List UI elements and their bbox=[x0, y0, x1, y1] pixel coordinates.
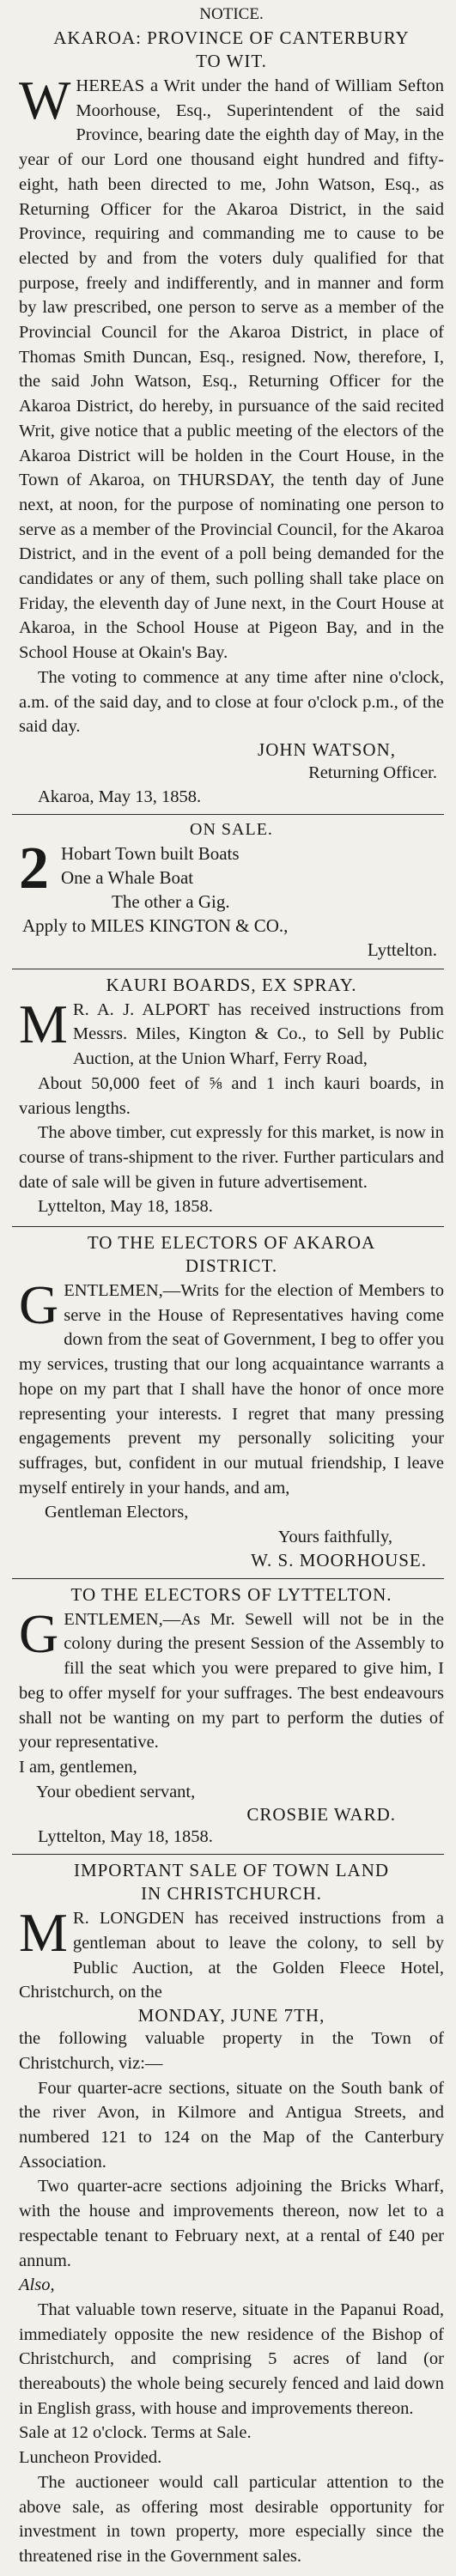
sale-heading: ON SALE. bbox=[190, 819, 273, 839]
akaroa-electors-body-text: ENTLEMEN,—Writs for the election of Members to serve in the House of Representatives having come down from the seat of Government, I beg to offer you my services, trusting that our long acquaintance warrants a hope on my part that I shall have the honor of once more representing your interests. I regret that many pressing engagements prevent my personally soliciting your suffrages, but, confident in our mutual friendship, I leave myself entirely in your hands, and am, bbox=[19, 1281, 444, 1498]
divider bbox=[12, 1226, 444, 1227]
sale-place: Lyttelton. bbox=[367, 939, 437, 960]
lyttelton-electors-signer: CROSBIE WARD. bbox=[246, 1804, 396, 1826]
town-land-sale-ad bbox=[19, 1860, 444, 2568]
akaroa-electors-ad bbox=[19, 1232, 444, 1571]
kauri-body bbox=[19, 993, 444, 1072]
notice-signer: JOHN WATSON, bbox=[258, 738, 396, 760]
akaroa-writ-notice bbox=[19, 5, 444, 807]
sale-line-4: Apply to MILES KINGTON & CO., bbox=[22, 914, 289, 936]
lyttelton-electors-closing-2: Your obedient servant, bbox=[36, 1782, 196, 1801]
lyttelton-electors-closing-1: I am, gentlemen, bbox=[19, 1757, 137, 1777]
town-land-day: MONDAY, JUNE 7TH, bbox=[137, 2005, 325, 2026]
akaroa-electors-subtitle: DISTRICT. bbox=[185, 1255, 278, 1277]
lyttelton-electors-title: TO THE ELECTORS OF LYTTELTON. bbox=[70, 1583, 392, 1605]
lyttelton-electors-dropcap: G bbox=[19, 1602, 59, 1664]
notice-voting-text: The voting to commence at any time after nine o'clock, a.m. of the said day, and to close at four o'clock p.m., of the said day. bbox=[19, 667, 444, 737]
akaroa-electors-closing-1: Gentleman Electors, bbox=[45, 1503, 189, 1522]
town-land-body-2: the following valuable property in the Town of Christchurch, viz:— bbox=[19, 2029, 444, 2073]
akaroa-electors-dropcap: G bbox=[19, 1274, 59, 1336]
notice-subtitle: TO WIT. bbox=[196, 51, 267, 71]
sale-line-3: The other a Gig. bbox=[112, 890, 230, 912]
sale-body bbox=[19, 835, 444, 962]
kauri-title: KAURI BOARDS, EX SPRAY. bbox=[106, 974, 357, 995]
town-land-body-4: Two quarter-acre sections adjoining the Bricks Wharf, with the house and improvements thereon, now let to a respectable tenant to February next, at a rental of £40 per annum. bbox=[19, 2177, 444, 2270]
notice-body bbox=[19, 70, 444, 665]
notice-dropcap: W bbox=[19, 70, 71, 131]
notice-body-text: HEREAS a Writ under the hand of William Sefton Moorhouse, Esq., Superintendent of the said Province, bearing date the eighth day of May, in the year of our Lord one thousand eight hundred and fifty-eight, hath been directed to me, John Watson, Esq., as Returning Officer for the Akaroa District, in the said Province, requiring and commanding me to cause to be elected by and from the voters duly qualified for that purpose, freely and indifferently, and in manner and form by law prescribed, one person to serve as a member of the Provincial Council for the Akaroa District, in place of Thomas Smith Duncan, Esq., resigned. Now, therefore, I, the said John Watson, Esq., Returning Officer for the Akaroa District, do hereby, in pursuance of the said recited Writ, give notice that a public meeting of the electors of the Akaroa District will be holden in the Court House, in the Town of Akaroa, on THURSDAY, the tenth day of June next, at noon, for the purpose of nominating one person to serve as a member of the Provincial Council, for the Akaroa District, and in the event of a poll being demanded for the candidates or any of them, such polling shall take place on Friday, the eleventh day of June next, in the Court House at Akaroa, in the School House at Pigeon Bay, and in the School House at Okain's Bay. bbox=[19, 76, 444, 663]
kauri-body-2: About 50,000 feet of ⅝ and 1 inch kauri boards, in various lengths. bbox=[19, 1073, 444, 1118]
town-land-sale-time: Sale at 12 o'clock. Terms at Sale. bbox=[19, 2423, 252, 2443]
notice-signer-title: Returning Officer. bbox=[308, 762, 437, 782]
divider bbox=[12, 1854, 444, 1855]
notice-date: Akaroa, May 13, 1858. bbox=[38, 787, 202, 806]
sale-line-2: One a Whale Boat bbox=[61, 866, 194, 888]
town-land-body-3: Four quarter-acre sections, situate on the South bank of the river Avon, in Kilmore and Antigua Streets, and numbered 121 to 124 on the Map of the Canterbury Association. bbox=[19, 2078, 444, 2172]
notice-title: AKAROA: PROVINCE OF CANTERBURY bbox=[53, 27, 410, 48]
town-land-subtitle: IN CHRISTCHURCH. bbox=[141, 1883, 322, 1905]
lyttelton-electors-date: Lyttelton, May 18, 1858. bbox=[38, 1827, 213, 1847]
town-land-body-5: That valuable town reserve, situate in the Papanui Road, immediately opposite the new residence of the Bishop of Christchurch, and comprising 5 acres of land (or thereabouts) the whole being securely fenced and laid down in English grass, with house and improvements thereon. bbox=[19, 2300, 444, 2418]
boats-sale-ad bbox=[19, 820, 444, 962]
town-land-also: Also, bbox=[19, 2275, 55, 2295]
kauri-body-3: The above timber, cut expressly for this market, is now in course of trans-shipment to the river. Further particulars and date of sale will be given in future advertisement. bbox=[19, 1123, 444, 1192]
akaroa-electors-signer: W. S. MOORHOUSE. bbox=[251, 1549, 427, 1571]
kauri-boards-ad bbox=[19, 975, 444, 1219]
divider bbox=[12, 814, 444, 815]
lyttelton-electors-ad bbox=[19, 1584, 444, 1848]
akaroa-electors-title: TO THE ELECTORS OF AKAROA bbox=[87, 1232, 376, 1254]
lyttelton-electors-body-text: ENTLEMEN,—As Mr. Sewell will not be in the colony during the present Session of the Assembly to fill the seat which you were prepared to give him, I beg to offer myself for your suffrages. The best endeavours shall not be wanting on my part to perform the duties of your representative. bbox=[19, 1609, 444, 1753]
sale-line-1: Hobart Town built Boats bbox=[61, 842, 240, 864]
kauri-date: Lyttelton, May 18, 1858. bbox=[38, 1197, 213, 1217]
sale-number: 2 bbox=[19, 835, 49, 902]
kauri-dropcap: M bbox=[19, 993, 68, 1054]
town-land-body bbox=[19, 1902, 444, 2005]
akaroa-electors-body bbox=[19, 1274, 444, 1500]
divider bbox=[12, 1578, 444, 1579]
lyttelton-electors-body bbox=[19, 1602, 444, 1755]
town-land-title: IMPORTANT SALE OF TOWN LAND bbox=[73, 1860, 390, 1881]
notice-heading: NOTICE. bbox=[199, 5, 264, 23]
town-land-body-6: The auctioneer would call particular attention to the above sale, as offering most desirable opportunity for investment in town property, more especially since the threatened rise in the Government sales. bbox=[19, 2472, 444, 2566]
town-land-dropcap: M bbox=[19, 1902, 68, 1964]
akaroa-electors-closing-2: Yours faithfully, bbox=[277, 1528, 392, 1547]
kauri-body-text: R. A. J. ALPORT has received instructions from Messrs. Miles, Kington & Co., to Sell by Public Auction, at the Union Wharf, Ferry Road, bbox=[72, 999, 444, 1069]
town-land-body-text: R. LONGDEN has received instructions from a gentleman about to leave the colony, to sell by Public Auction, at the Golden Fleece Hotel, Christchurch, on the bbox=[19, 1909, 444, 2002]
town-land-luncheon: Luncheon Provided. bbox=[19, 2448, 162, 2468]
